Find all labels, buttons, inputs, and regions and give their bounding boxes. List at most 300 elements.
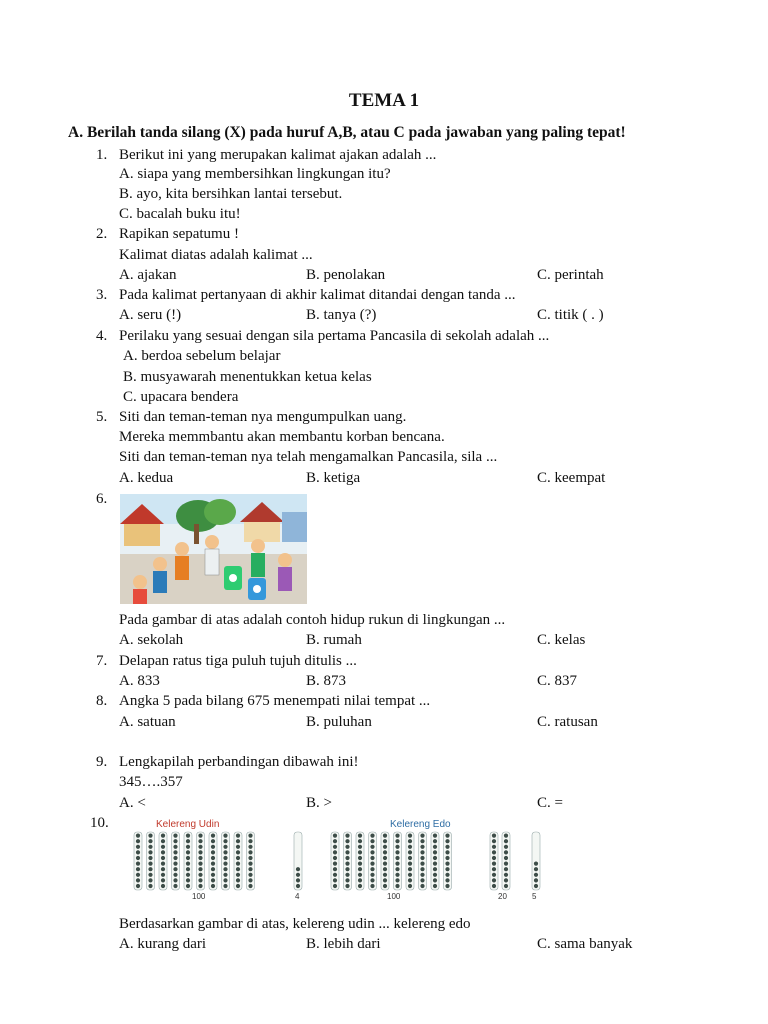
marble bbox=[186, 834, 190, 838]
q10-option-b: B. lebih dari bbox=[306, 936, 381, 952]
marble bbox=[445, 878, 449, 882]
edo-ten-stick bbox=[356, 832, 364, 890]
marble bbox=[445, 873, 449, 877]
marble bbox=[358, 839, 362, 843]
marble bbox=[420, 839, 424, 843]
marble bbox=[345, 873, 349, 877]
edo-ten-stick bbox=[444, 832, 452, 890]
marble bbox=[345, 839, 349, 843]
marble bbox=[173, 862, 177, 866]
q3-option-b: B. tanya (?) bbox=[306, 307, 377, 323]
marble bbox=[198, 878, 202, 882]
q7-number: 7. bbox=[96, 653, 108, 669]
marble bbox=[248, 850, 252, 854]
marble bbox=[445, 850, 449, 854]
q5-text3: Siti dan teman-teman nya telah mengamalkan Pancasila, sila ... bbox=[119, 449, 498, 465]
edo-units-caption: 5 bbox=[532, 892, 537, 901]
marble bbox=[420, 850, 424, 854]
marble bbox=[161, 850, 165, 854]
q9-option-a: A. < bbox=[119, 795, 146, 811]
q10-text: Berdasarkan gambar di atas, kelereng udin ... kelereng edo bbox=[119, 916, 471, 932]
community-illustration bbox=[120, 494, 307, 604]
marble bbox=[445, 856, 449, 860]
q8-option-c: C. ratusan bbox=[537, 714, 598, 730]
marble bbox=[223, 878, 227, 882]
q10-option-c: C. sama banyak bbox=[537, 936, 633, 952]
marble bbox=[211, 839, 215, 843]
marble bbox=[198, 867, 202, 871]
marbles-diagram bbox=[122, 814, 555, 902]
marble bbox=[148, 873, 152, 877]
marble bbox=[161, 845, 165, 849]
marble bbox=[173, 873, 177, 877]
marble bbox=[186, 884, 190, 888]
marble bbox=[161, 834, 165, 838]
edo-ten-stick bbox=[369, 832, 377, 890]
marble bbox=[408, 850, 412, 854]
marble bbox=[198, 884, 202, 888]
marble bbox=[492, 867, 496, 871]
marble bbox=[504, 845, 508, 849]
marble bbox=[504, 856, 508, 860]
marble bbox=[395, 845, 399, 849]
marble bbox=[333, 839, 337, 843]
q3-option-a: A. seru (!) bbox=[119, 307, 182, 323]
marble bbox=[186, 862, 190, 866]
q9-text1: Lengkapilah perbandingan dibawah ini! bbox=[119, 754, 359, 770]
marble bbox=[198, 850, 202, 854]
marble bbox=[333, 862, 337, 866]
marble bbox=[420, 884, 424, 888]
marble bbox=[136, 845, 140, 849]
marble bbox=[296, 878, 300, 882]
marble bbox=[395, 839, 399, 843]
marble bbox=[296, 867, 300, 871]
marble bbox=[395, 878, 399, 882]
marble bbox=[433, 834, 437, 838]
marble bbox=[383, 850, 387, 854]
q1-number: 1. bbox=[96, 147, 108, 163]
udin-ten-stick bbox=[247, 832, 255, 890]
edo-ten-stick bbox=[406, 832, 414, 890]
marble bbox=[248, 856, 252, 860]
marble bbox=[186, 867, 190, 871]
marble bbox=[492, 850, 496, 854]
marble bbox=[333, 834, 337, 838]
edo-unit-stick bbox=[532, 832, 540, 890]
marble bbox=[420, 845, 424, 849]
marble bbox=[370, 845, 374, 849]
marble bbox=[433, 839, 437, 843]
marble bbox=[223, 867, 227, 871]
marble bbox=[420, 873, 424, 877]
q10-number: 10. bbox=[90, 815, 109, 831]
q8-text: Angka 5 pada bilang 675 menempati nilai tempat ... bbox=[119, 693, 431, 709]
page-title: TEMA 1 bbox=[348, 90, 420, 111]
marble bbox=[161, 856, 165, 860]
marble bbox=[211, 856, 215, 860]
marble bbox=[445, 834, 449, 838]
edo-ten-stick bbox=[331, 832, 339, 890]
marble bbox=[504, 873, 508, 877]
marble bbox=[211, 862, 215, 866]
q2-number: 2. bbox=[96, 226, 108, 242]
marble bbox=[223, 834, 227, 838]
marble bbox=[173, 878, 177, 882]
marble bbox=[248, 862, 252, 866]
marble bbox=[370, 867, 374, 871]
instruction: A. Berilah tanda silang (X) pada huruf A,B, atau C pada jawaban yang paling tepat! bbox=[68, 124, 626, 141]
marble bbox=[345, 862, 349, 866]
q5-text2: Mereka memmbantu akan membantu korban bencana. bbox=[119, 429, 445, 445]
q7-option-a: A. 833 bbox=[119, 673, 160, 689]
marble bbox=[433, 850, 437, 854]
q9-text2: 345….357 bbox=[119, 774, 183, 790]
marble bbox=[236, 839, 240, 843]
marble bbox=[358, 850, 362, 854]
q9-option-c: C. = bbox=[537, 795, 563, 811]
q9-number: 9. bbox=[96, 754, 108, 770]
edo-ten-stick bbox=[490, 832, 498, 890]
marble bbox=[345, 850, 349, 854]
marble bbox=[492, 845, 496, 849]
marble bbox=[211, 834, 215, 838]
marble bbox=[504, 884, 508, 888]
udin-ten-stick bbox=[147, 832, 155, 890]
marble bbox=[296, 873, 300, 877]
marble bbox=[504, 839, 508, 843]
marble bbox=[186, 839, 190, 843]
marble bbox=[420, 862, 424, 866]
marble bbox=[236, 884, 240, 888]
marble bbox=[395, 850, 399, 854]
marble bbox=[148, 834, 152, 838]
marble bbox=[383, 867, 387, 871]
marble bbox=[211, 845, 215, 849]
marble bbox=[223, 850, 227, 854]
marble bbox=[408, 862, 412, 866]
q2-text1: Rapikan sepatumu ! bbox=[119, 226, 239, 242]
marble bbox=[198, 873, 202, 877]
q2-text2: Kalimat diatas adalah kalimat ... bbox=[119, 247, 313, 263]
marble bbox=[492, 839, 496, 843]
q7-text: Delapan ratus tiga puluh tujuh ditulis ... bbox=[119, 653, 357, 669]
marble bbox=[211, 884, 215, 888]
marble bbox=[408, 884, 412, 888]
marble bbox=[296, 884, 300, 888]
marble bbox=[370, 839, 374, 843]
marble bbox=[236, 873, 240, 877]
marble bbox=[223, 884, 227, 888]
marble bbox=[370, 873, 374, 877]
marble bbox=[248, 839, 252, 843]
marble bbox=[148, 856, 152, 860]
marble bbox=[504, 878, 508, 882]
marbles-figure bbox=[122, 814, 555, 902]
marble bbox=[534, 884, 538, 888]
marble bbox=[433, 856, 437, 860]
marble bbox=[136, 884, 140, 888]
marble bbox=[173, 856, 177, 860]
marble bbox=[211, 878, 215, 882]
q2-option-b: B. penolakan bbox=[306, 267, 386, 283]
marble bbox=[395, 856, 399, 860]
marble bbox=[136, 873, 140, 877]
marble bbox=[395, 867, 399, 871]
marble bbox=[358, 867, 362, 871]
marble bbox=[383, 873, 387, 877]
marble bbox=[408, 867, 412, 871]
marble bbox=[408, 834, 412, 838]
marble bbox=[492, 856, 496, 860]
q4-text: Perilaku yang sesuai dengan sila pertama Pancasila di sekolah adalah ... bbox=[119, 328, 550, 344]
edo-ten-stick bbox=[394, 832, 402, 890]
marble bbox=[345, 867, 349, 871]
marble bbox=[173, 884, 177, 888]
q1-option-c: C. bacalah buku itu! bbox=[119, 206, 241, 222]
marble bbox=[420, 867, 424, 871]
q9-option-b: B. > bbox=[306, 795, 332, 811]
edo-ten-stick bbox=[419, 832, 427, 890]
marble bbox=[370, 850, 374, 854]
marble bbox=[504, 862, 508, 866]
marble bbox=[370, 862, 374, 866]
q4-number: 4. bbox=[96, 328, 108, 344]
q6-option-a: A. sekolah bbox=[119, 632, 184, 648]
udin-ten-stick bbox=[172, 832, 180, 890]
marble bbox=[186, 873, 190, 877]
marble bbox=[333, 856, 337, 860]
marble bbox=[248, 867, 252, 871]
marble bbox=[345, 884, 349, 888]
marble bbox=[211, 850, 215, 854]
marble bbox=[370, 878, 374, 882]
marble bbox=[358, 834, 362, 838]
marble bbox=[534, 873, 538, 877]
marble bbox=[534, 867, 538, 871]
marble bbox=[236, 862, 240, 866]
q6-option-c: C. kelas bbox=[537, 632, 586, 648]
marble bbox=[186, 878, 190, 882]
marble bbox=[504, 850, 508, 854]
marble bbox=[248, 878, 252, 882]
q5-text1: Siti dan teman-teman nya mengumpulkan uang. bbox=[119, 409, 407, 425]
marble bbox=[445, 839, 449, 843]
marble bbox=[383, 862, 387, 866]
q7-option-c: C. 837 bbox=[537, 673, 578, 689]
udin-ten-stick bbox=[222, 832, 230, 890]
marble bbox=[173, 850, 177, 854]
marble bbox=[492, 873, 496, 877]
q5-number: 5. bbox=[96, 409, 108, 425]
marble bbox=[445, 884, 449, 888]
marble bbox=[136, 834, 140, 838]
marble bbox=[333, 867, 337, 871]
marble bbox=[383, 839, 387, 843]
marble bbox=[408, 856, 412, 860]
marble bbox=[333, 884, 337, 888]
q1-text: Berikut ini yang merupakan kalimat ajakan adalah ... bbox=[119, 147, 437, 163]
marble bbox=[223, 862, 227, 866]
marble bbox=[492, 862, 496, 866]
marble bbox=[420, 856, 424, 860]
marble bbox=[136, 878, 140, 882]
marble bbox=[408, 878, 412, 882]
community-scene-image bbox=[120, 494, 307, 604]
udin-units-caption: 4 bbox=[295, 892, 300, 901]
marble bbox=[186, 850, 190, 854]
marble bbox=[136, 839, 140, 843]
q6-number: 6. bbox=[96, 491, 108, 507]
marble bbox=[211, 867, 215, 871]
marble bbox=[161, 867, 165, 871]
marble bbox=[433, 873, 437, 877]
marble bbox=[345, 856, 349, 860]
q2-option-a: A. ajakan bbox=[119, 267, 177, 283]
marble bbox=[198, 856, 202, 860]
marble bbox=[408, 845, 412, 849]
q10-option-a: A. kurang dari bbox=[119, 936, 207, 952]
marble bbox=[333, 873, 337, 877]
marble bbox=[148, 867, 152, 871]
marble bbox=[433, 862, 437, 866]
marble bbox=[211, 873, 215, 877]
edo-hundreds-caption: 100 bbox=[387, 892, 401, 901]
marble bbox=[433, 867, 437, 871]
marble bbox=[492, 878, 496, 882]
marble bbox=[345, 878, 349, 882]
marble bbox=[420, 878, 424, 882]
marble bbox=[236, 850, 240, 854]
marble bbox=[198, 834, 202, 838]
marble bbox=[370, 834, 374, 838]
marble bbox=[161, 873, 165, 877]
marble bbox=[383, 845, 387, 849]
marble bbox=[433, 884, 437, 888]
q1-option-a: A. siapa yang membersihkan lingkungan itu? bbox=[119, 166, 391, 182]
edo-ten-stick bbox=[502, 832, 510, 890]
marble bbox=[173, 834, 177, 838]
marble bbox=[136, 867, 140, 871]
marble bbox=[236, 878, 240, 882]
marble bbox=[345, 845, 349, 849]
q6-option-b: B. rumah bbox=[306, 632, 362, 648]
marble bbox=[161, 884, 165, 888]
marble bbox=[223, 873, 227, 877]
q7-option-b: B. 873 bbox=[306, 673, 347, 689]
q3-option-c: C. titik ( . ) bbox=[537, 307, 604, 323]
udin-ten-stick bbox=[184, 832, 192, 890]
q8-number: 8. bbox=[96, 693, 108, 709]
q4-option-b: B. musyawarah menentukkan ketua kelas bbox=[123, 369, 372, 385]
edo-tens-caption: 20 bbox=[498, 892, 507, 901]
marble bbox=[148, 878, 152, 882]
marble bbox=[136, 856, 140, 860]
udin-label: Kelereng Udin bbox=[156, 819, 220, 830]
q1-option-b: B. ayo, kita bersihkan lantai tersebut. bbox=[119, 186, 343, 202]
udin-hundreds-caption: 100 bbox=[192, 892, 206, 901]
marble bbox=[161, 862, 165, 866]
q5-option-a: A. kedua bbox=[119, 470, 174, 486]
marble bbox=[395, 884, 399, 888]
marble bbox=[420, 834, 424, 838]
edo-ten-stick bbox=[344, 832, 352, 890]
q5-option-c: C. keempat bbox=[537, 470, 606, 486]
udin-ten-stick bbox=[197, 832, 205, 890]
marble bbox=[173, 845, 177, 849]
q8-option-a: A. satuan bbox=[119, 714, 176, 730]
marble bbox=[333, 878, 337, 882]
marble bbox=[173, 867, 177, 871]
marble bbox=[136, 862, 140, 866]
marble bbox=[198, 839, 202, 843]
marble bbox=[395, 873, 399, 877]
udin-ten-stick bbox=[159, 832, 167, 890]
marble bbox=[248, 884, 252, 888]
edo-ten-stick bbox=[431, 832, 439, 890]
edo-ten-stick bbox=[381, 832, 389, 890]
marble bbox=[345, 834, 349, 838]
marble bbox=[492, 884, 496, 888]
marble bbox=[358, 884, 362, 888]
udin-ten-stick bbox=[209, 832, 217, 890]
marble bbox=[173, 839, 177, 843]
q4-option-a: A. berdoa sebelum belajar bbox=[123, 348, 281, 364]
q2-option-c: C. perintah bbox=[537, 267, 604, 283]
marble bbox=[433, 878, 437, 882]
marble bbox=[148, 850, 152, 854]
marble bbox=[223, 839, 227, 843]
marble bbox=[370, 856, 374, 860]
marble bbox=[433, 845, 437, 849]
marble bbox=[236, 834, 240, 838]
marble bbox=[333, 850, 337, 854]
marble bbox=[534, 878, 538, 882]
marble bbox=[445, 867, 449, 871]
marble bbox=[223, 845, 227, 849]
marble bbox=[248, 845, 252, 849]
marble bbox=[358, 873, 362, 877]
marble bbox=[504, 834, 508, 838]
q3-text: Pada kalimat pertanyaan di akhir kalimat ditandai dengan tanda ... bbox=[119, 287, 516, 303]
marble bbox=[186, 856, 190, 860]
marble bbox=[383, 878, 387, 882]
marble bbox=[148, 884, 152, 888]
marble bbox=[383, 884, 387, 888]
marble bbox=[358, 845, 362, 849]
marble bbox=[395, 834, 399, 838]
marble bbox=[186, 845, 190, 849]
q3-number: 3. bbox=[96, 287, 108, 303]
marble bbox=[492, 834, 496, 838]
marble bbox=[236, 845, 240, 849]
marble bbox=[223, 856, 227, 860]
udin-ten-stick bbox=[134, 832, 142, 890]
marble bbox=[445, 845, 449, 849]
marble bbox=[395, 862, 399, 866]
marble bbox=[534, 862, 538, 866]
q6-text: Pada gambar di atas adalah contoh hidup rukun di lingkungan ... bbox=[119, 612, 506, 628]
marble bbox=[504, 867, 508, 871]
marble bbox=[198, 845, 202, 849]
marble bbox=[408, 873, 412, 877]
udin-marbles bbox=[134, 832, 302, 890]
udin-ten-stick bbox=[234, 832, 242, 890]
marble bbox=[236, 867, 240, 871]
marble bbox=[148, 845, 152, 849]
q4-option-c: C. upacara bendera bbox=[123, 389, 239, 405]
marble bbox=[383, 834, 387, 838]
